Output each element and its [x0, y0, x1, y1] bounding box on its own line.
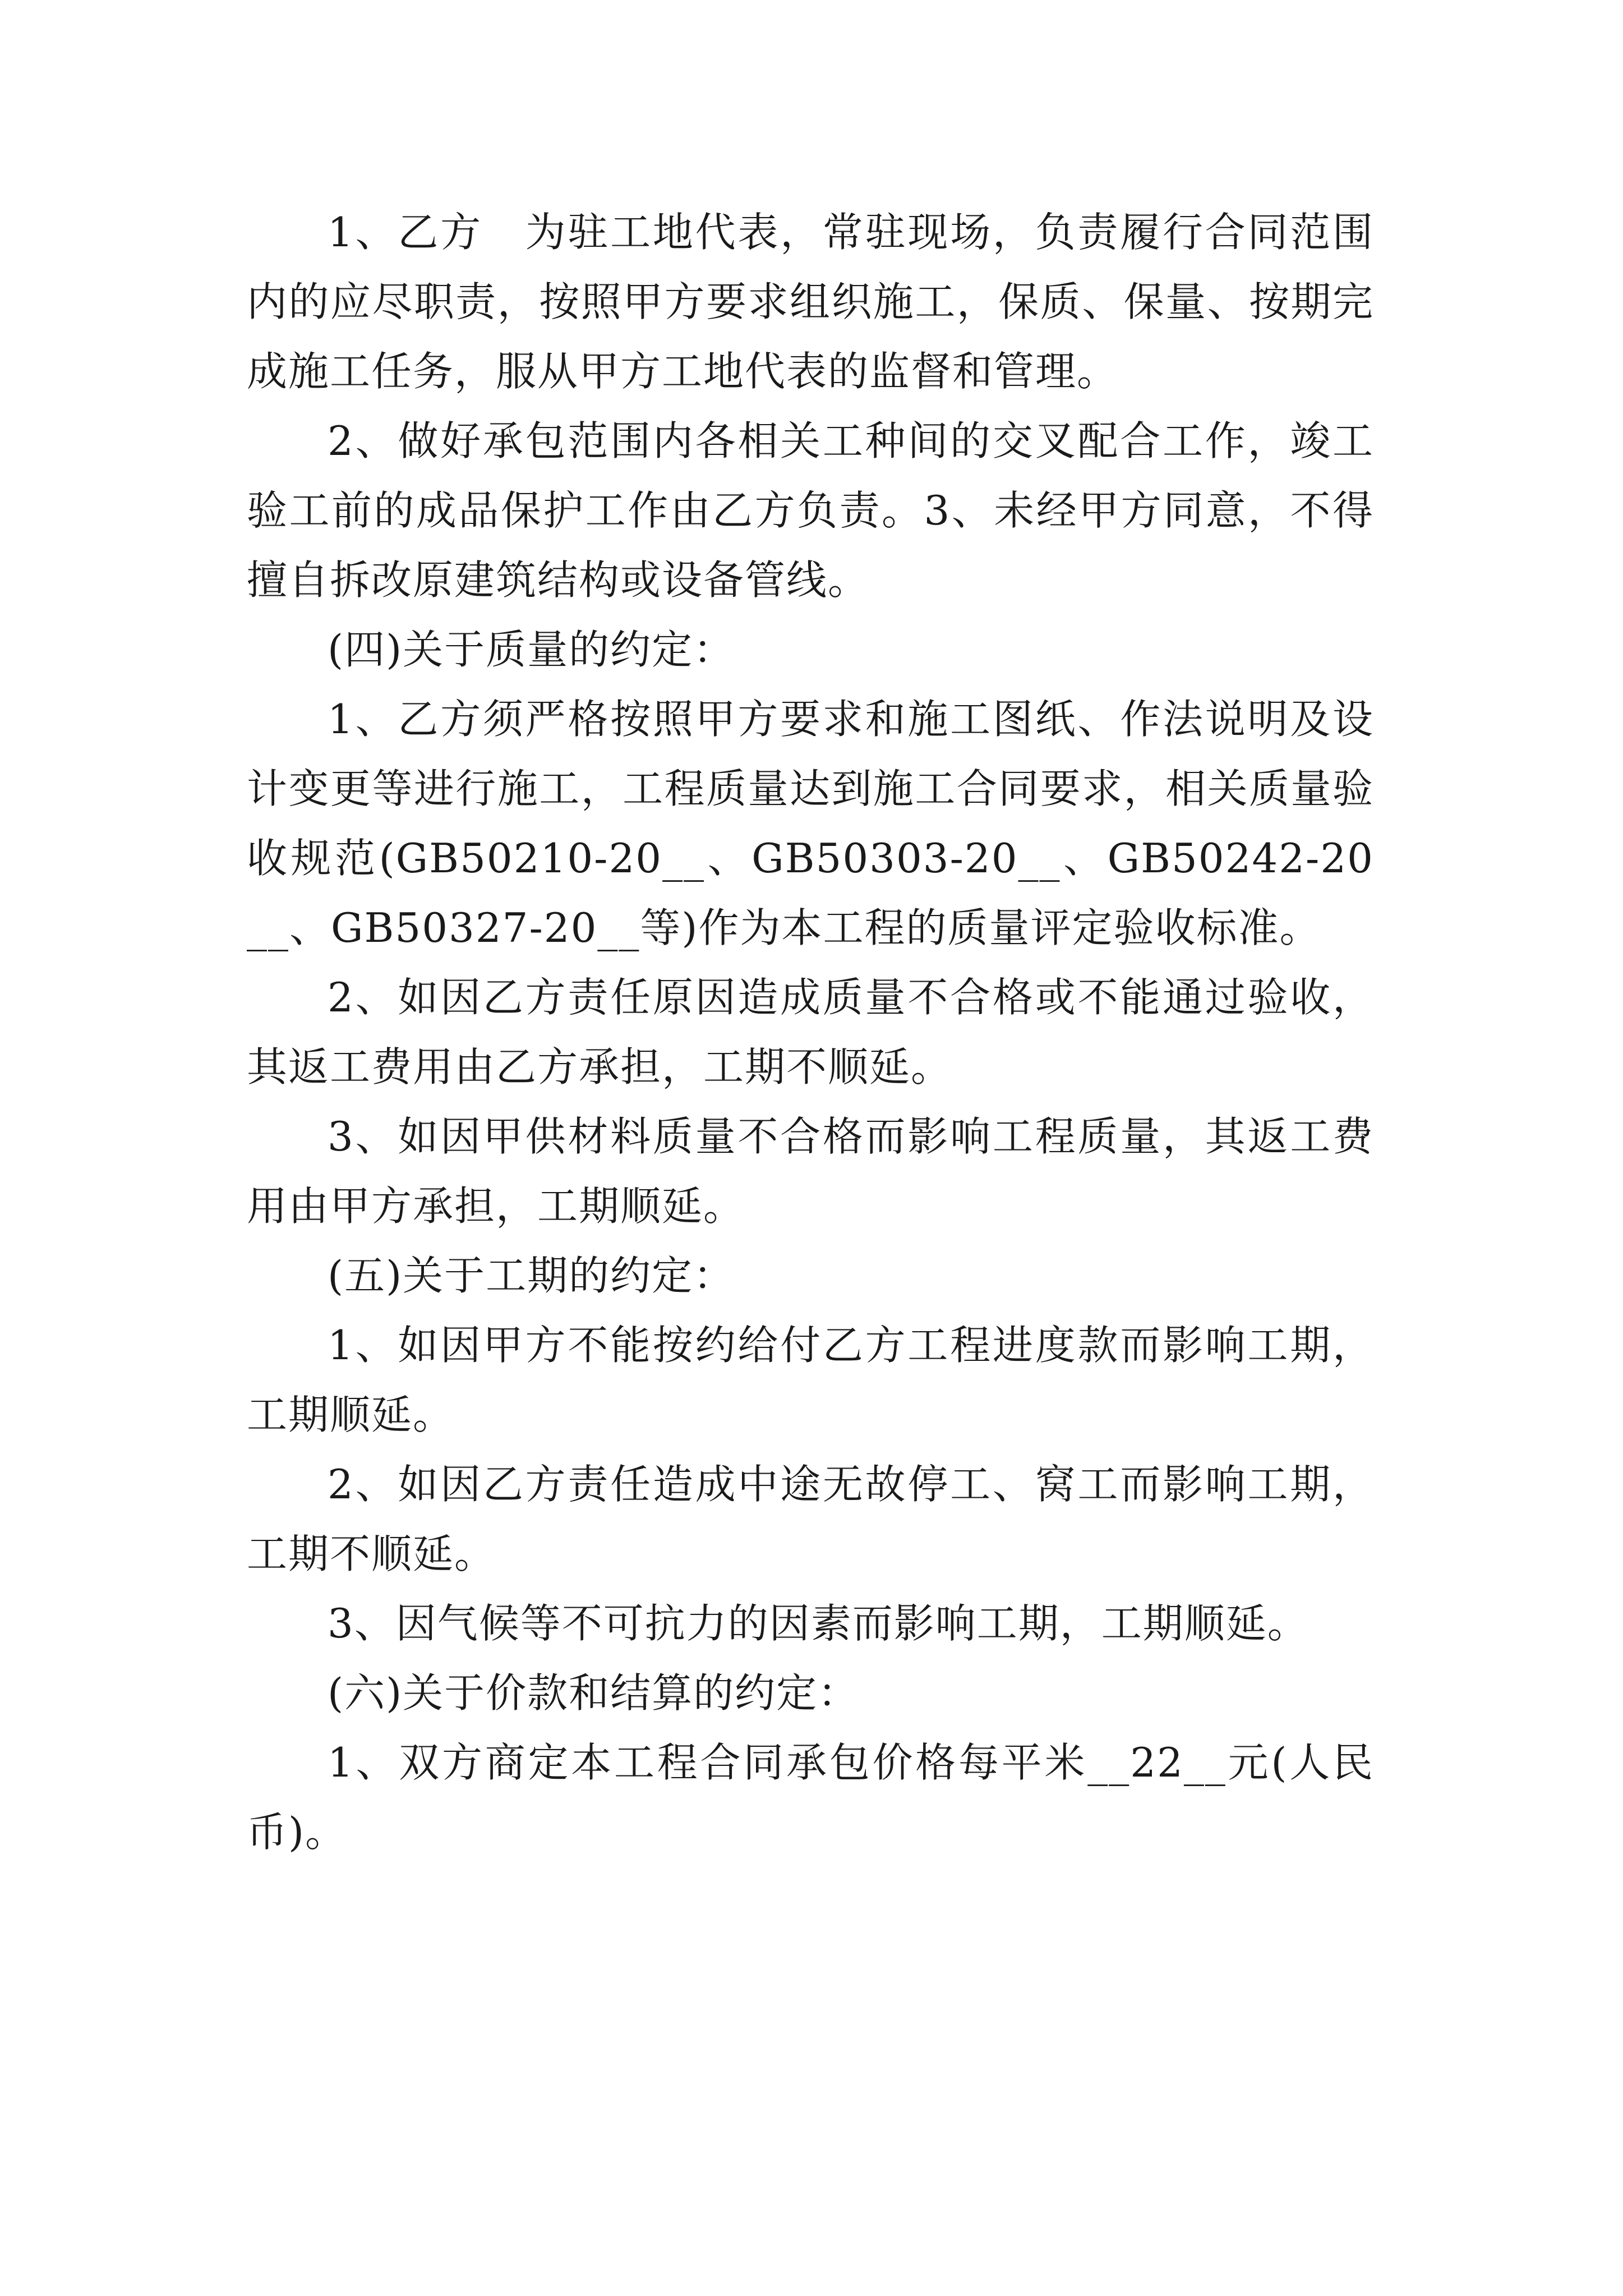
paragraph-coordination-protection: 2、做好承包范围内各相关工种间的交叉配合工作，竣工验工前的成品保护工作由乙方负责。3、未经甲方同意，不得擅自拆改原建筑结构或设备管线。: [247, 417, 1374, 604]
document-body: [247, 197, 1374, 1867]
paragraph-representative-duties: 1、乙方 为驻工地代表，常驻现场，负责履行合同范围内的应尽职责，按照甲方要求组织施工，保质、保量、按期完成施工任务，服从甲方工地代表的监督和管理。: [247, 209, 1374, 395]
paragraph-schedule-force-majeure: 3、因气候等不可抗力的因素而影响工期，工期顺延。: [328, 1600, 1309, 1647]
paragraph-contract-price: 1、双方商定本工程合同承包价格每平米__22__元(人民币)。: [247, 1739, 1374, 1856]
paragraph-quality-party-a-materials: 3、如因甲供材料质量不合格而影响工程质量，其返工费用由甲方承担，工期顺延。: [247, 1113, 1374, 1230]
paragraph-schedule-work-stoppage: 2、如因乙方责任造成中途无故停工、窝工而影响工期，工期不顺延。: [247, 1461, 1374, 1577]
section-heading-price-settlement: (六)关于价款和结算的约定：: [328, 1669, 860, 1717]
section-heading-schedule: (五)关于工期的约定：: [328, 1252, 735, 1299]
paragraph-quality-standards: 1、乙方须严格按照甲方要求和施工图纸、作法说明及设计变更等进行施工，工程质量达到施工合同要求，相关质量验收规范(GB50210-20__、GB50303-20__、GB50242-20__、GB50327-20__等)作为本工程的质量评定验收标准。: [247, 696, 1374, 951]
paragraph-quality-party-b-fault: 2、如因乙方责任原因造成质量不合格或不能通过验收，其返工费用由乙方承担，工期不顺延。: [247, 974, 1374, 1091]
paragraph-schedule-payment-delay: 1、如因甲方不能按约给付乙方工程进度款而影响工期，工期顺延。: [247, 1322, 1374, 1438]
section-heading-quality: (四)关于质量的约定：: [328, 626, 735, 673]
